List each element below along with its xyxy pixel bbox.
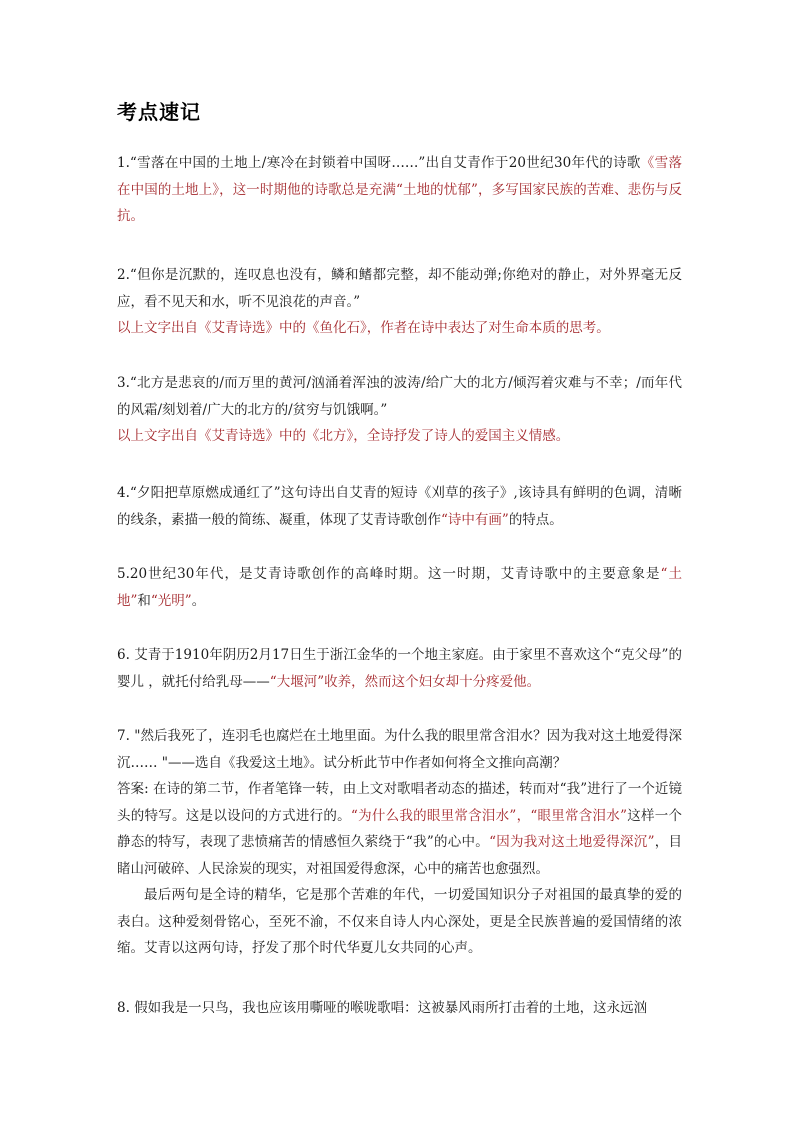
list-item-6 [117,642,682,695]
list-item-5 [117,561,682,614]
item-5-text: 5.20世纪30年代，是艾青诗歌创作的高峰时期。这一时期，艾青诗歌中的主要意象是 [117,566,661,582]
list-item-3 [117,370,682,450]
list-item-1 [117,150,682,230]
list-item-7 [117,723,682,962]
item-3-highlight: 以上文字出自《艾青诗选》中的《北方》，全诗抒发了诗人的爱国主义情感。 [117,428,570,444]
item-7-question: 7. "然后我死了，连羽毛也腐烂在土地里面。为什么我的眼里常含泪水？因为我对这土地爱得深沉…… "——选自《我爱这土地》。试分析此节中作者如何将全文推向高潮？ [117,728,682,771]
list-item-8 [117,995,682,1022]
item-7-answer-quote-1: “为什么我的眼里常含泪水”，“眼里常含泪水” [350,807,627,824]
item-7-answer-text-1: 答案: 在诗的第二节，作者笔锋一转，由上文对歌唱者动态的描述，转而对“我”进行了一个近镜头的特写。这是以设问的方式进行的。 [117,781,682,824]
item-1-text: 1.“雪落在中国的土地上/寒冷在封锁着中国呀……”出自艾青作于20世纪30年代的诗歌 [117,155,641,171]
item-5-tail: 。 [191,592,206,609]
item-3-text: 3.“北方是悲哀的/而万里的黄河/汹涌着浑浊的波涛/给广大的北方/倾泻着灾难与不幸；/而年代的风霜/刻划着/广大的北方的/贫穷与饥饿啊。” [117,375,682,418]
item-7-answer-paragraph-2: 最后两句是全诗的精华，它是那个苦难的年代，一切爱国知识分子对祖国的最真挚的爱的表白。这种爱刻骨铭心，至死不渝，不仅来自诗人内心深处，更是全民族普遍的爱国情绪的浓缩。艾青以这两句诗，抒发了那个时代华夏儿女共同的心声。 [117,887,682,956]
list-item-2 [117,262,682,342]
item-7-answer-text-3: ，目睹山河破碎、人民涂炭的现实，对祖国爱得愈深，心中的痛苦也愈强烈。 [117,834,683,877]
item-5-highlight-land: “土地” [117,566,682,609]
item-6-text: 6. 艾青于1910年阴历2月17日生于浙江金华的一个地主家庭。由于家里不喜欢这个“克父母”的婴儿 ，就托付给乳母—— [117,647,682,690]
page-title: 考点速记 [117,100,201,124]
item-7-answer-text-2: 这样一个静态的特写，表现了悲愤痛苦的情感恒久萦绕于“我”的心中。 [117,807,683,850]
item-1-highlight: 《雪落在中国的土地上》，这一时期他的诗歌总是充满“土地的忧郁”，多写国家民族的苦难、悲伤与反抗。 [117,155,683,224]
item-5-and: 和 [137,592,151,609]
item-8-text: 8. 假如我是一只鸟，我也应该用嘶哑的喉咙歌唱：这被暴风雨所打击着的土地，这永远汹 [117,1000,648,1016]
item-6-highlight: “大堰河”收养，然而这个妇女却十分疼爱他。 [269,673,541,690]
item-5-highlight-light: “光明” [150,592,192,609]
item-4-tail: 的特点。 [508,511,563,528]
list-item-4 [117,480,682,533]
item-4-highlight: “诗中有画” [441,511,509,528]
item-7-answer-quote-2: “因为我对这土地爱得深沉” [489,834,655,850]
item-2-highlight: 以上文字出自《艾青诗选》中的《鱼化石》，作者在诗中表达了对生命本质的思考。 [117,320,610,336]
item-4-text: 4.“夕阳把草原燃成通红了”这句诗出自艾青的短诗《刈草的孩子》,该诗具有鲜明的色调，清晰的线条，素描一般的简练、凝重，体现了艾青诗歌创作 [117,485,682,528]
item-2-text: 2.“但你是沉默的，连叹息也没有，鳞和鳍都完整，却不能动弹;你绝对的静止，对外界毫无反应，看不见天和水，听不见浪花的声音。” [117,267,682,310]
item-7-answer [117,776,682,882]
